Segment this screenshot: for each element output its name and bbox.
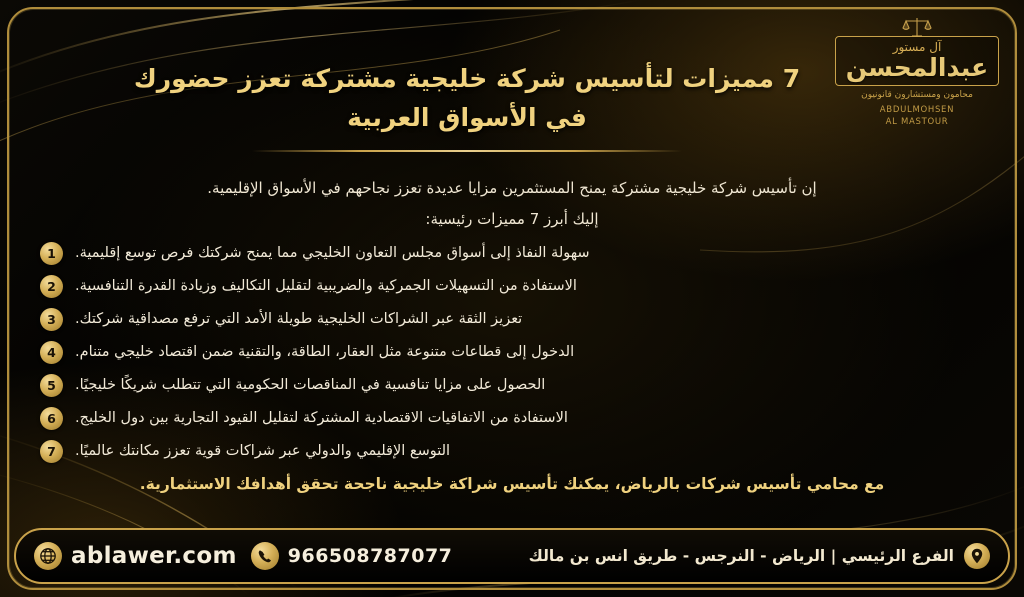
footer-phone-number[interactable]: 966508787077 <box>287 545 453 567</box>
footer-website[interactable]: ablawer.com <box>71 543 237 569</box>
list-item-text: الحصول على مزايا تنافسية في المناقصات الحكومية التي تتطلب شريكًا خليجيًا. <box>75 376 546 393</box>
footer-address-group <box>529 543 990 569</box>
list-item-text: التوسع الإقليمي والدولي عبر شراكات قوية تعزز مكانتك عالميًا. <box>75 442 451 459</box>
content-body <box>40 176 984 493</box>
list-item <box>40 407 984 430</box>
location-pin-icon <box>964 543 990 569</box>
benefits-list <box>40 242 984 463</box>
company-logo <box>832 14 1002 132</box>
globe-icon <box>34 542 62 570</box>
list-item-text: الدخول إلى قطاعات متنوعة مثل العقار، الطاقة، والتقنية ضمن اقتصاد خليجي متنام. <box>75 343 575 360</box>
logo-top-line: آل مستور <box>892 40 942 54</box>
list-item-text: الاستفادة من الاتفاقيات الاقتصادية المشتركة لتقليل القيود التجارية بين دول الخليج. <box>75 409 568 426</box>
list-item <box>40 341 984 364</box>
footer-address: الفرع الرئيسي | الرياض - النرجس - طريق انس بن مالك <box>528 547 954 565</box>
list-item-number: 6 <box>40 407 63 430</box>
scales-of-justice-icon <box>902 16 932 42</box>
logo-english-line-2: AL MASTOUR <box>885 116 949 127</box>
list-item-text: الاستفادة من التسهيلات الجمركية والضريبية لتقليل التكاليف وزيادة القدرة التنافسية. <box>75 277 577 294</box>
list-item <box>40 242 984 265</box>
logo-main-name: عبدالمحسن <box>845 53 989 82</box>
title-block <box>120 60 814 152</box>
list-item-number: 7 <box>40 440 63 463</box>
list-item <box>40 308 984 331</box>
logo-english-line-1: ABDULMOHSEN <box>879 105 955 116</box>
closing-statement: مع محامي تأسيس شركات بالرياض، يمكنك تأسيس شراكة خليجية ناجحة تحقق أهدافك الاستثمارية. <box>139 475 885 493</box>
list-item-number: 4 <box>40 341 63 364</box>
list-item <box>40 440 984 463</box>
list-item-number: 5 <box>40 374 63 397</box>
title-divider <box>252 150 682 152</box>
logo-subtitle: محامون ومستشارون قانونيون <box>861 90 973 101</box>
list-item-text: تعزيز الثقة عبر الشراكات الخليجية طويلة الأمد التي ترفع مصداقية شركتك. <box>75 310 523 327</box>
contact-footer <box>14 528 1010 584</box>
footer-phone-group[interactable] <box>251 542 453 570</box>
list-item-number: 1 <box>40 242 63 265</box>
list-item <box>40 275 984 298</box>
page-title: 7 مميزات لتأسيس شركة خليجية مشتركة تعزز حضورك في الأسواق العربية <box>133 64 801 132</box>
footer-website-group[interactable] <box>34 542 237 570</box>
intro-subheading: إليك أبرز 7 مميزات رئيسية: <box>425 210 599 228</box>
footer-contacts-group <box>34 542 452 570</box>
intro-paragraph: إن تأسيس شركة خليجية مشتركة يمنح المستثمرين مزايا عديدة تعزز نجاحهم في الأسواق الإقليمية. <box>207 179 817 197</box>
list-item-number: 3 <box>40 308 63 331</box>
list-item <box>40 374 984 397</box>
phone-icon <box>251 542 279 570</box>
list-item-text: سهولة النفاذ إلى أسواق مجلس التعاون الخليجي مما يمنح شركتك فرص توسع إقليمية. <box>75 244 590 261</box>
list-item-number: 2 <box>40 275 63 298</box>
